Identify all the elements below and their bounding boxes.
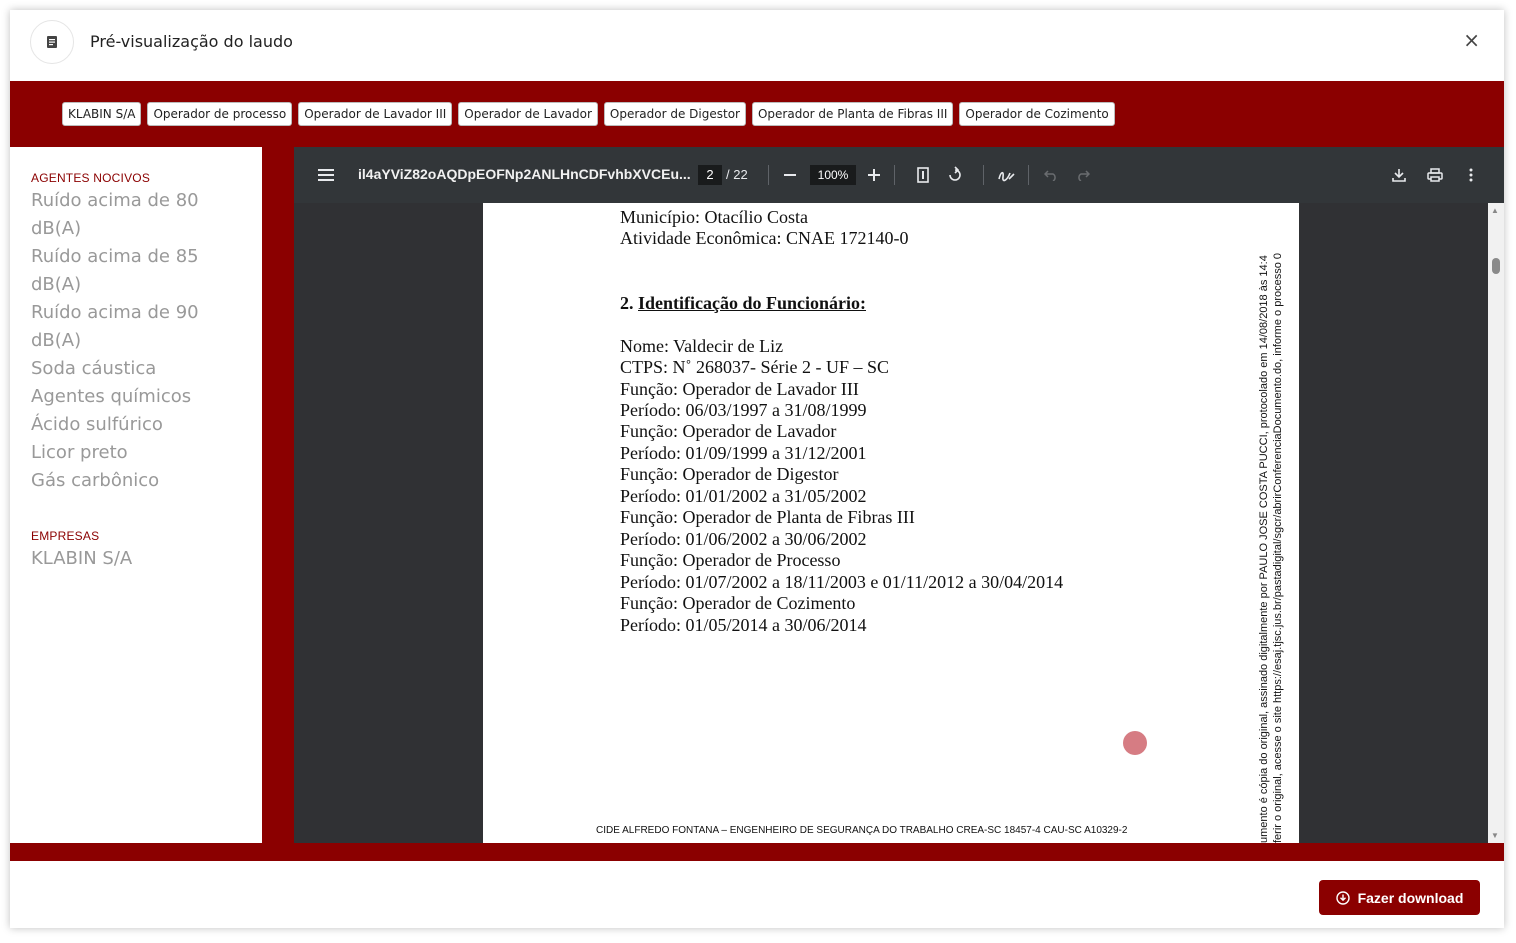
company-item: KLABIN S/A bbox=[31, 548, 133, 569]
redo-icon[interactable] bbox=[1073, 165, 1093, 185]
annotate-icon[interactable] bbox=[996, 165, 1016, 185]
tags-bar bbox=[10, 81, 1504, 147]
doc-line: Função: Operador de Planta de Fibras III bbox=[620, 507, 915, 527]
doc-line: Função: Operador de Lavador bbox=[620, 421, 837, 441]
doc-line: Período: 01/05/2014 a 30/06/2014 bbox=[620, 615, 867, 635]
preview-modal bbox=[10, 10, 1504, 928]
close-icon[interactable]: × bbox=[1463, 28, 1480, 52]
doc-heading: 2. Identificação do Funcionário: bbox=[620, 293, 866, 313]
scroll-thumb[interactable] bbox=[1492, 258, 1500, 274]
plus-icon[interactable] bbox=[864, 165, 884, 185]
doc-line: Município: Otacílio Costa bbox=[620, 207, 808, 227]
doc-line: Período: 01/09/1999 a 31/12/2001 bbox=[620, 443, 867, 463]
tag-chip: Operador de Planta de Fibras III bbox=[752, 102, 953, 126]
zoom-input[interactable]: 100% bbox=[810, 165, 856, 185]
cursor-indicator bbox=[1123, 731, 1147, 755]
signature-stamp bbox=[1256, 203, 1296, 843]
agent-item: Gás carbônico bbox=[31, 470, 160, 491]
file-name: il4aYViZ82oAQDpEOFNp2ANLHnCDFvhbXVCEu... bbox=[358, 166, 691, 182]
pdf-canvas[interactable] bbox=[294, 203, 1504, 843]
agent-item: Ácido sulfúrico bbox=[31, 414, 163, 435]
doc-line: CTPS: N˚ 268037- Série 2 - UF – SC bbox=[620, 357, 890, 377]
doc-line: Atividade Econômica: CNAE 172140-0 bbox=[620, 228, 909, 248]
doc-footer: CIDE ALFREDO FONTANA – ENGENHEIRO DE SEGURANÇA DO TRABALHO CREA-SC 18457-4 CAU-SC A10329-2 bbox=[596, 825, 1128, 836]
download-icon[interactable] bbox=[1389, 165, 1409, 185]
agent-item: Ruído acima de 80 dB(A) bbox=[31, 190, 199, 239]
doc-line: Função: Operador de Cozimento bbox=[620, 593, 856, 613]
download-button[interactable] bbox=[1319, 880, 1480, 915]
doc-line: Período: 01/07/2002 a 18/11/2003 e 01/11/2012 a 30/04/2014 bbox=[620, 572, 1064, 592]
cloud-download-icon bbox=[1336, 891, 1350, 905]
page-number-input[interactable]: 2 bbox=[698, 165, 722, 185]
tag-chip: Operador de Digestor bbox=[604, 102, 746, 126]
doc-line: Período: 06/03/1997 a 31/08/1999 bbox=[620, 400, 867, 420]
doc-line: Função: Operador de Lavador III bbox=[620, 379, 859, 399]
download-label: Fazer download bbox=[1357, 889, 1464, 906]
agent-item: Soda cáustica bbox=[31, 358, 157, 379]
companies-section-title: EMPRESAS bbox=[31, 529, 100, 543]
doc-line: Período: 01/01/2002 a 31/05/2002 bbox=[620, 486, 867, 506]
rotate-icon[interactable] bbox=[945, 165, 965, 185]
doc-line: Função: Operador de Digestor bbox=[620, 464, 839, 484]
tag-chip: Operador de Cozimento bbox=[959, 102, 1114, 126]
sidebar bbox=[10, 147, 262, 843]
stamp-line-1: umento é cópia do original, assinado digitalmente por PAULO JOSE COSTA PUCCI, protocolado em 14/08/2018 às 14:4 bbox=[1258, 255, 1270, 843]
agent-item: Agentes químicos bbox=[31, 386, 192, 407]
tag-chip: Operador de processo bbox=[147, 102, 292, 126]
scroll-down-arrow-icon[interactable]: ▼ bbox=[1491, 831, 1499, 840]
agent-item: Ruído acima de 90 dB(A) bbox=[31, 302, 199, 351]
pdf-page bbox=[483, 203, 1299, 843]
pdf-toolbar bbox=[294, 147, 1504, 203]
undo-icon[interactable] bbox=[1041, 165, 1061, 185]
tag-chip: Operador de Lavador bbox=[458, 102, 598, 126]
modal-header bbox=[10, 10, 1504, 81]
doc-line: Nome: Valdecir de Liz bbox=[620, 336, 784, 356]
page-total: / 22 bbox=[726, 167, 748, 182]
content-area bbox=[10, 147, 1504, 843]
more-icon[interactable] bbox=[1461, 165, 1481, 185]
stamp-line-2: ferir o original, acesse o site https://esaj.tjsc.jus.br/pastadigital/sgcr/abrirConferenciaDocumento.do, informe o processo 0 bbox=[1272, 252, 1284, 843]
pdf-viewer bbox=[294, 147, 1504, 843]
fit-page-icon[interactable] bbox=[913, 165, 933, 185]
minus-icon[interactable] bbox=[780, 165, 800, 185]
menu-icon[interactable] bbox=[316, 165, 336, 185]
pdf-scrollbar[interactable] bbox=[1488, 203, 1504, 843]
modal-footer bbox=[10, 843, 1504, 928]
doc-line: Função: Operador de Processo bbox=[620, 550, 841, 570]
print-icon[interactable] bbox=[1425, 165, 1445, 185]
agent-item: Ruído acima de 85 dB(A) bbox=[31, 246, 199, 295]
document-icon bbox=[30, 20, 74, 64]
agents-section-title: AGENTES NOCIVOS bbox=[31, 171, 151, 185]
doc-line: Período: 01/06/2002 a 30/06/2002 bbox=[620, 529, 867, 549]
scroll-up-arrow-icon[interactable]: ▲ bbox=[1491, 206, 1499, 215]
agent-item: Licor preto bbox=[31, 442, 128, 463]
tag-chip: Operador de Lavador III bbox=[298, 102, 452, 126]
modal-title: Pré-visualização do laudo bbox=[90, 32, 293, 51]
tag-chip: KLABIN S/A bbox=[62, 102, 141, 126]
